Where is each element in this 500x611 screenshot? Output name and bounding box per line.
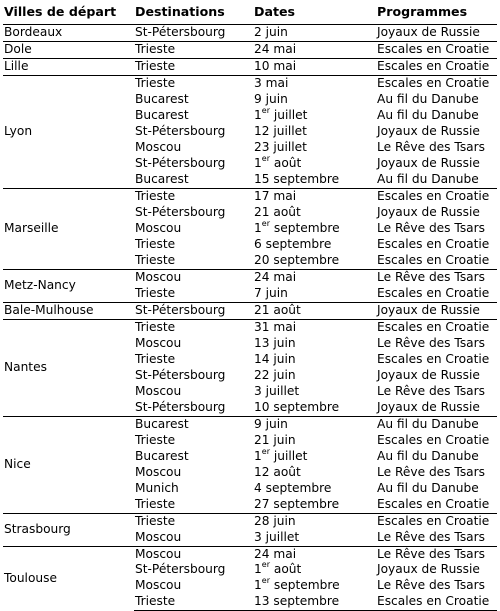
table-row	[3, 513, 497, 529]
date-cell: 13 juin	[254, 335, 296, 350]
date-cell	[253, 153, 376, 172]
date-cell: 21 juin	[254, 432, 296, 447]
table-row	[3, 416, 497, 432]
programme-cell: Escales en Croatie	[376, 594, 497, 610]
ordinal-suffix: er	[261, 105, 270, 115]
destination-cell: Trieste	[134, 75, 253, 91]
date-month: septembre	[269, 578, 340, 593]
date-cell: 9 juin	[253, 416, 376, 432]
programme-cell: Escales en Croatie	[376, 75, 497, 91]
destination-cell: St-Pétersbourg	[134, 302, 253, 319]
programme-cell: Au fil du Danube	[377, 480, 479, 495]
date-month: juillet	[269, 448, 308, 463]
destination-cell: Trieste	[134, 41, 253, 58]
destination-cell: Trieste	[135, 496, 176, 511]
destination-cell: St-Pétersbourg	[135, 562, 226, 577]
programme-cell: Escales en Croatie	[377, 351, 490, 366]
departure-city: Lille	[3, 58, 134, 75]
programme-cell: Joyaux de Russie	[377, 399, 480, 414]
table-row	[3, 25, 497, 42]
table-row	[3, 41, 497, 58]
programme-cell: Au fil du Danube	[377, 107, 479, 122]
destination-cell: Trieste	[134, 319, 253, 335]
date-cell: 3 juillet	[254, 529, 300, 544]
date-month: août	[269, 562, 302, 577]
date-cell: 21 août	[254, 204, 301, 219]
destination-cell: Moscou	[135, 383, 182, 398]
header-cities: Villes de départ	[4, 4, 117, 19]
header-row	[3, 0, 497, 25]
date-cell: 24 mai	[253, 546, 376, 562]
departure-city: Toulouse	[3, 546, 134, 611]
programme-cell: Le Rêve des Tsars	[377, 220, 486, 235]
date-cell: 4 septembre	[254, 480, 332, 495]
destination-cell: Bucarest	[135, 91, 189, 106]
date-cell: 2 juin	[253, 25, 376, 42]
ordinal-suffix: er	[261, 446, 270, 456]
departure-city: Nantes	[3, 319, 134, 416]
departure-city: Dole	[3, 41, 134, 58]
destination-cell: Bucarest	[135, 107, 189, 122]
destination-cell: St-Pétersbourg	[135, 155, 226, 170]
date-cell: 27 septembre	[254, 496, 340, 511]
date-cell	[253, 105, 376, 124]
date-cell: 3 mai	[253, 75, 376, 91]
destination-cell: Moscou	[134, 269, 253, 285]
date-cell: 22 juin	[254, 367, 296, 382]
date-cell: 13 septembre	[253, 594, 376, 610]
destination-cell: Trieste	[134, 513, 253, 529]
programme-cell: Le Rêve des Tsars	[377, 383, 486, 398]
date-cell: 14 juin	[254, 351, 296, 366]
destination-cell: Trieste	[134, 594, 253, 610]
destination-cell: Moscou	[135, 578, 182, 593]
programme-cell: Joyaux de Russie	[377, 562, 480, 577]
programme-cell: Escales en Croatie	[376, 513, 497, 529]
programme-cell: Joyaux de Russie	[376, 302, 497, 319]
destination-cell: Trieste	[134, 58, 253, 75]
programme-cell: Au fil du Danube	[376, 416, 497, 432]
programme-cell: Joyaux de Russie	[377, 367, 480, 382]
date-cell: 31 mai	[253, 319, 376, 335]
date-day: 1	[254, 107, 262, 122]
destination-cell: St-Pétersbourg	[135, 367, 226, 382]
table-row	[3, 188, 497, 204]
programme-cell: Au fil du Danube	[377, 91, 479, 106]
date-cell: 20 septembre	[254, 252, 340, 267]
programme-cell: Le Rêve des Tsars	[376, 269, 497, 285]
programme-cell: Le Rêve des Tsars	[377, 335, 486, 350]
departure-city: Metz-Nancy	[3, 269, 134, 302]
ordinal-suffix: er	[261, 218, 270, 228]
date-cell: 24 mai	[253, 41, 376, 58]
date-cell: 7 juin	[254, 285, 288, 300]
departure-city: Bordeaux	[3, 25, 134, 42]
destination-cell: St-Pétersbourg	[135, 123, 226, 138]
header-dates: Dates	[254, 4, 296, 19]
header-programmes: Programmes	[377, 4, 468, 19]
date-cell: 3 juillet	[254, 383, 300, 398]
departure-city: Lyon	[3, 75, 134, 188]
date-cell: 24 mai	[253, 269, 376, 285]
destination-cell: Bucarest	[135, 171, 189, 186]
destination-cell: Trieste	[135, 252, 176, 267]
programme-cell: Escales en Croatie	[377, 252, 490, 267]
date-day: 1	[254, 448, 262, 463]
departure-city: Strasbourg	[3, 513, 134, 546]
header-destinations: Destinations	[135, 4, 225, 19]
table-row	[3, 75, 497, 91]
date-cell: 12 juillet	[254, 123, 307, 138]
ordinal-suffix: er	[261, 560, 270, 570]
destination-cell: Moscou	[135, 139, 182, 154]
table-row	[3, 319, 497, 335]
programme-cell: Escales en Croatie	[377, 236, 490, 251]
destination-cell: Trieste	[135, 285, 176, 300]
table-body	[3, 25, 497, 611]
programme-cell: Le Rêve des Tsars	[377, 529, 486, 544]
ordinal-suffix: er	[261, 153, 270, 163]
destination-cell: Trieste	[135, 432, 176, 447]
date-day: 1	[254, 578, 262, 593]
programme-cell: Joyaux de Russie	[377, 204, 480, 219]
date-cell: 17 mai	[253, 188, 376, 204]
date-day: 1	[254, 155, 262, 170]
date-cell	[253, 578, 376, 594]
programme-cell: Au fil du Danube	[377, 171, 479, 186]
destination-cell: Moscou	[134, 546, 253, 562]
programme-cell: Escales en Croatie	[376, 319, 497, 335]
destination-cell: Bucarest	[135, 448, 189, 463]
departure-city: Marseille	[3, 188, 134, 269]
date-cell: 12 août	[254, 464, 301, 479]
date-day: 1	[254, 562, 262, 577]
date-month: août	[269, 155, 302, 170]
programme-cell: Joyaux de Russie	[377, 123, 480, 138]
destination-cell: Moscou	[135, 335, 182, 350]
programme-cell: Au fil du Danube	[377, 448, 479, 463]
departures-table	[3, 0, 497, 611]
date-month: septembre	[269, 220, 340, 235]
destination-cell: Trieste	[134, 188, 253, 204]
destination-cell: Trieste	[135, 236, 176, 251]
destination-cell: Moscou	[135, 529, 182, 544]
table-row	[3, 58, 497, 75]
programme-cell: Le Rêve des Tsars	[377, 578, 486, 593]
programme-cell: Joyaux de Russie	[377, 155, 480, 170]
destination-cell: Moscou	[135, 464, 182, 479]
date-cell: 21 août	[253, 302, 376, 319]
date-cell	[253, 446, 376, 465]
date-cell	[253, 218, 376, 237]
destination-cell: Bucarest	[134, 416, 253, 432]
date-cell: 9 juin	[254, 91, 288, 106]
date-cell	[253, 562, 376, 578]
departure-city: Bale-Mulhouse	[3, 302, 134, 319]
destination-cell: St-Pétersbourg	[135, 204, 226, 219]
destination-cell: Munich	[135, 480, 179, 495]
programme-cell: Escales en Croatie	[377, 496, 490, 511]
programme-cell: Escales en Croatie	[377, 432, 490, 447]
date-cell: 10 septembre	[254, 399, 340, 414]
date-cell: 28 juin	[253, 513, 376, 529]
destination-cell: St-Pétersbourg	[134, 25, 253, 42]
destination-cell: St-Pétersbourg	[135, 399, 226, 414]
ordinal-suffix: er	[261, 576, 270, 586]
programme-cell: Escales en Croatie	[376, 188, 497, 204]
programme-cell: Le Rêve des Tsars	[377, 139, 486, 154]
date-cell: 10 mai	[253, 58, 376, 75]
table-row	[3, 546, 497, 562]
table-row	[3, 302, 497, 319]
programme-cell: Joyaux de Russie	[376, 25, 497, 42]
departure-city: Nice	[3, 416, 134, 513]
date-cell: 6 septembre	[254, 236, 332, 251]
date-cell: 23 juillet	[254, 139, 307, 154]
date-cell: 15 septembre	[254, 171, 340, 186]
programme-cell: Escales en Croatie	[376, 58, 497, 75]
destination-cell: Trieste	[135, 351, 176, 366]
programme-cell: Escales en Croatie	[377, 285, 490, 300]
programme-cell: Le Rêve des Tsars	[377, 464, 486, 479]
date-month: juillet	[269, 107, 308, 122]
destination-cell: Moscou	[135, 220, 182, 235]
programme-cell: Le Rêve des Tsars	[376, 546, 497, 562]
programme-cell: Escales en Croatie	[376, 41, 497, 58]
date-day: 1	[254, 220, 262, 235]
table-row	[3, 269, 497, 285]
